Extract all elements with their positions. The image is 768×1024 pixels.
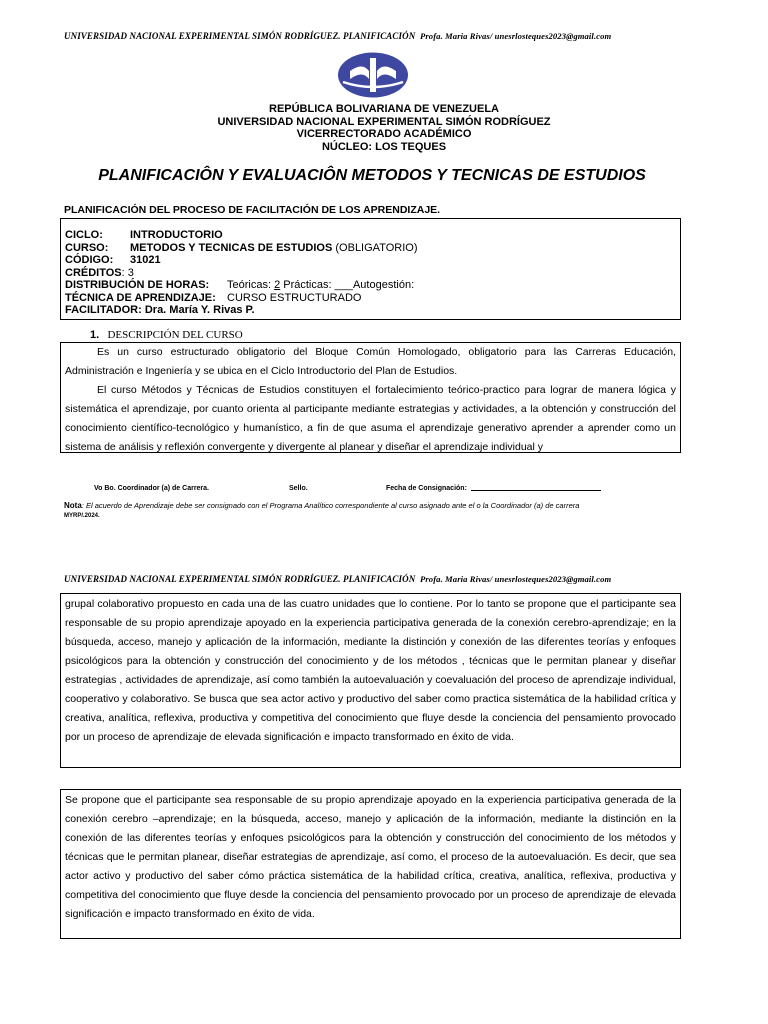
institution-block [0,103,768,153]
consignment-date-text: Fecha de Consignación: [386,485,467,492]
horas-row [65,279,680,292]
horas-practicas: Prácticas: [280,279,335,291]
section-title: PLANIFICACIÓN DEL PROCESO DE FACILITACIÓN DE LOS APRENDIZAJE. [64,204,441,216]
curso-note: (OBLIGATORIO) [332,241,418,254]
horas-label: DISTRIBUCIÓN DE HORAS: [65,279,210,291]
main-title: PLANIFICACIÔN Y EVALUACIÔN METODOS Y TECNICAS DE ESTUDIOS [98,167,646,184]
creditos-value: : 3 [121,266,134,279]
horas-blank: ___ [334,279,353,291]
description-paragraph-1: Es un curso estructurado obligatorio del Bloque Común Homologado, obligatorio para las Carreras Educación, Administración e Ingeniería y se ubica en el Ciclo Introductorio del Plan de Estudios. [65,346,676,377]
header-institution: UNIVERSIDAD NACIONAL EXPERIMENTAL SIMÓN RODRÍGUEZ. PLANIFICACIÓN [64,574,416,584]
seal-label: Sello. [289,485,308,492]
codigo-label: CÓDIGO: [65,254,114,266]
note [64,501,579,510]
header-institution: UNIVERSIDAD NACIONAL EXPERIMENTAL SIMÓN RODRÍGUEZ. PLANIFICACIÓN [64,31,416,41]
facilitador-label: FACILITADOR: Dra. María Y. Rivas P. [65,304,255,316]
ciclo-label: CICLO: [65,229,103,241]
description-title: DESCRIPCIÓN DEL CURSO [107,329,243,341]
ciclo-value: INTRODUCTORIO [130,229,223,241]
proposal-paragraph: Se propone que el participante sea responsable de su propio aprendizaje apoyado en la experiencia participativa generada de la conexión cerebro –aprendizaje; en la búsqueda, acceso, manejo y aplicación de la información, mediante la distinción en la conexión de las diferentes teorías y enfoques psicológicos para la obtención y construcción del conocimiento de los métodos y técnicas que le permitan planear, diseñar estrategias de aprendizaje, así como, el proceso de la autoevaluación. Es decir, que sea actor activo y productivo del saber cómo práctica sistemática de la habilidad crítica, creativa, analítica, reflexiva, productiva y competitiva del conocimiento que fluye desde la conciencia del pensamiento provocado por un proceso de aprendizaje de elevada significación e impacto transformado en éxito de vida. [65,794,676,920]
curso-value: METODOS Y TECNICAS DE ESTUDIOS [130,241,333,254]
header-author-email: Profa. Maria Rivas/ unesrlosteques2023@gmail.com [420,574,612,584]
creditos-label: CRÉDITOS [65,266,122,279]
tecnica-label: TÉCNICA DE APRENDIZAJE: [65,291,216,304]
horas-autogestion: Autogestión: [352,279,415,291]
ciclo-row [65,229,680,242]
tecnica-value: CURSO ESTRUCTURADO [227,291,362,304]
continuation-box [60,593,681,768]
description-heading [90,329,243,341]
header-author-email: Profa. Maria Rivas/ unesrlosteques2023@gmail.com [420,31,612,41]
continuation-paragraph: grupal colaborativo propuesto en cada una de las cuatro unidades que lo contiene. Por lo tanto se propone que el participante sea responsable de su propio aprendizaje apoyado en la experiencia participativa generada de la conexión cerebro-aprendizaje; en la búsqueda, acceso, manejo y aplicación de la información, mediante la distinción y conexión de las diferentes teorías y enfoques psicológicos para la obtención y construcción del conocimiento y de los métodos , técnicas que le permitan planear y diseñar estrategias , actividades de aprendizaje, así como también la autoevaluación y coevaluación del proceso de aprendizaje individual, cooperativo y colaborativo. Se busca que sea actor activo y productivo del saber como practica sistemática de la habilidad crítica y creativa, analítica, reflexiva, productiva y competitiva del conocimiento que fluye desde la conciencia del pensamiento provocado por un proceso de aprendizaje de elevada significación e impacto transformado en éxito de vida. [65,598,676,743]
description-box [60,342,681,453]
note-reference: MYRP/.2024. [64,513,100,519]
description-number: 1. [90,329,100,341]
codigo-row [65,254,680,267]
institution-line: REPÚBLICA BOLIVARIANA DE VENEZUELA [269,103,499,115]
tecnica-row [65,292,680,305]
note-label: Nota [64,501,82,510]
curso-label: CURSO: [65,241,109,254]
coordinator-signature-label: Vo Bo. Coordinador (a) de Carrera. [94,485,209,492]
course-info-box [60,218,681,320]
consignment-date-line [471,490,601,491]
page2-header [64,574,611,584]
page1-header [64,31,611,41]
university-logo [337,52,409,98]
creditos-row [65,267,680,280]
codigo-value: 31021 [130,254,161,266]
note-text: : El acuerdo de Aprendizaje debe ser consignado con el Programa Analítico correspondiente al curso asignado ante el o la Coordinador (a) de carrera [81,501,580,510]
facilitador-row [65,304,680,317]
institution-line: NÚCLEO: LOS TEQUES [321,140,447,153]
consignment-date-label [386,485,601,492]
curso-row [65,242,680,255]
horas-teoricas-value: 2 [274,279,281,291]
institution-line: UNIVERSIDAD NACIONAL EXPERIMENTAL SIMÓN RODRÍGUEZ [217,115,551,128]
proposal-box [60,789,681,939]
horas-teoricas: Teóricas: [227,279,275,291]
institution-line: VICERRECTORADO ACADÉMICO [296,128,472,141]
description-paragraph-2: El curso Métodos y Técnicas de Estudios constituyen el fortalecimiento teórico-practico para lograr de manera lógica y sistemática el aprendizaje, por cuanto orienta al participante mediante estrategias y actividades, a la obtención y construcción del conocimiento científico-tecnológico y humanístico, a fin de que asuma el aprendizaje generativo aprender a aprender como un sistema de análisis y reflexión convergente y divergente al planear y diseñar el aprendizaje individual y [65,384,676,453]
